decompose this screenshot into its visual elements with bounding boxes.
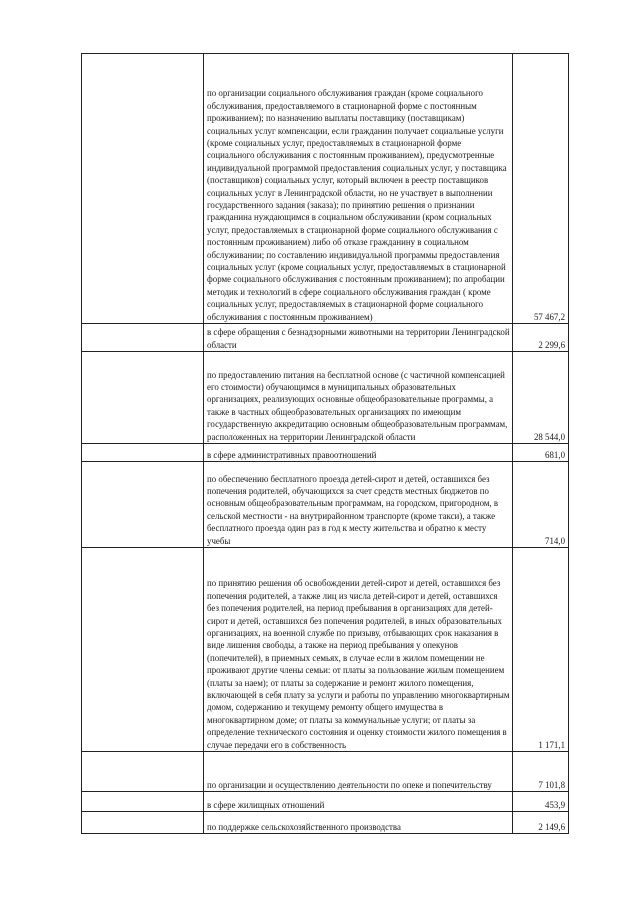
row-description: в сфере обращения с безнадзорными животными на территории Ленинградской области	[204, 324, 513, 352]
row-description: по организации социального обслуживания граждан (кроме социального обслуживания, предоставляемого в стационарной форме с постоянным проживанием); по назначению выплаты поставщику (поставщикам) социальных услуг компенсации, если гражданин получает социальные услуги (кроме социальных услуг, предоставляемых в стационарной форме социального обслуживания с постоянным проживанием), предусмотренные индивидуальной программой предоставления социальных услуг, у поставщика (поставщиков) социальных услуг, который включен в реестр поставщиков социальных услуг в Ленинградской области, но не участвует в выполнении государственного задания (заказа); по принятию решения о признании гражданина нуждающимся в социальном обслуживании (кром социальных услуг, предоставляемых в стационарной форме социального обслуживания с постоянным проживанием) либо об отказе гражданину в социальном обслуживании; по составлению индивидуальной программы предоставления социальных услуг (кроме социальных услуг, предоставляемых в стационарной форме социального обслуживания с постоянным проживанием); по апробации методик и технологий в сфере социального обслуживания граждан ( кроме социальных услуг, предоставляемых в стационарной форме социального обслуживания с постоянным проживанием)	[204, 54, 513, 324]
table-row	[82, 352, 569, 444]
empty-cell	[82, 752, 204, 792]
table-row	[82, 812, 569, 834]
row-description: по организации и осуществлению деятельности по опеке и попечительству	[204, 752, 513, 792]
table-row	[82, 444, 569, 462]
row-description: по обеспечению бесплатного проезда детей-сирот и детей, оставшихся без попечения родителей, обучающихся за счет средств местных бюджетов по основным общеобразовательным программам, на городском, пригородном, в сельской местности - на внутрирайонном транспорте (кроме такси), а также бесплатного проезда один раз в год к месту жительства и обратно к месту учебы	[204, 462, 513, 548]
empty-cell	[82, 352, 204, 444]
empty-cell	[82, 462, 204, 548]
row-description: в сфере жилищных отношений	[204, 792, 513, 812]
table-row	[82, 324, 569, 352]
subvention-table	[81, 53, 569, 834]
row-amount: 2 149,6	[513, 812, 569, 834]
row-amount: 453,9	[513, 792, 569, 812]
empty-cell	[82, 812, 204, 834]
row-description: по поддержке сельскохозяйственного производства	[204, 812, 513, 834]
row-description: по принятию решения об освобождении детей-сирот и детей, оставшихся без попечения родителей, а также лиц из числа детей-сирот и детей, оставшихся без попечения родителей, на период пребывания в организациях для детей-сирот и детей, оставшихся без попечения родителей, в иных образовательных организациях, на военной службе по призыву, отбывающих срок наказания в виде лишения свободы, а также на период пребывания у опекунов (попечителей), в приемных семьях, в случае если в жилом помещении не проживают другие члены семьи: от платы за пользование жилым помещением (платы за наем); от платы за содержание и ремонт жилого помещения, включающей в себя плату за услуги и работы по управлению многоквартирным домом, содержанию и текущему ремонту общего имущества в многоквартирном доме; от платы за коммунальные услуги; от платы за определение технического состояния и оценку стоимости жилого помещения в случае передачи его в собственность	[204, 548, 513, 752]
row-amount: 681,0	[513, 444, 569, 462]
table-row	[82, 752, 569, 792]
table-row	[82, 548, 569, 752]
row-amount: 57 467,2	[513, 54, 569, 324]
row-description: по предоставлению питания на бесплатной основе (с частичной компенсацией его стоимости) обучающимся в муниципальных образовательных организациях, реализующих основные общеобразовательные программы, а также в частных общеобразовательных организациях по имеющим государственную аккредитацию основным общеобразовательным программам, расположенных на территории Ленинградской области	[204, 352, 513, 444]
empty-cell	[82, 548, 204, 752]
table-row	[82, 54, 569, 324]
empty-cell	[82, 444, 204, 462]
row-amount: 714,0	[513, 462, 569, 548]
empty-cell	[82, 792, 204, 812]
row-amount: 7 101,8	[513, 752, 569, 792]
row-amount: 2 299,6	[513, 324, 569, 352]
table-row	[82, 462, 569, 548]
table-row	[82, 792, 569, 812]
empty-cell	[82, 54, 204, 324]
row-amount: 28 544,0	[513, 352, 569, 444]
row-amount: 1 171,1	[513, 548, 569, 752]
row-description: в сфере административных правоотношений	[204, 444, 513, 462]
empty-cell	[82, 324, 204, 352]
